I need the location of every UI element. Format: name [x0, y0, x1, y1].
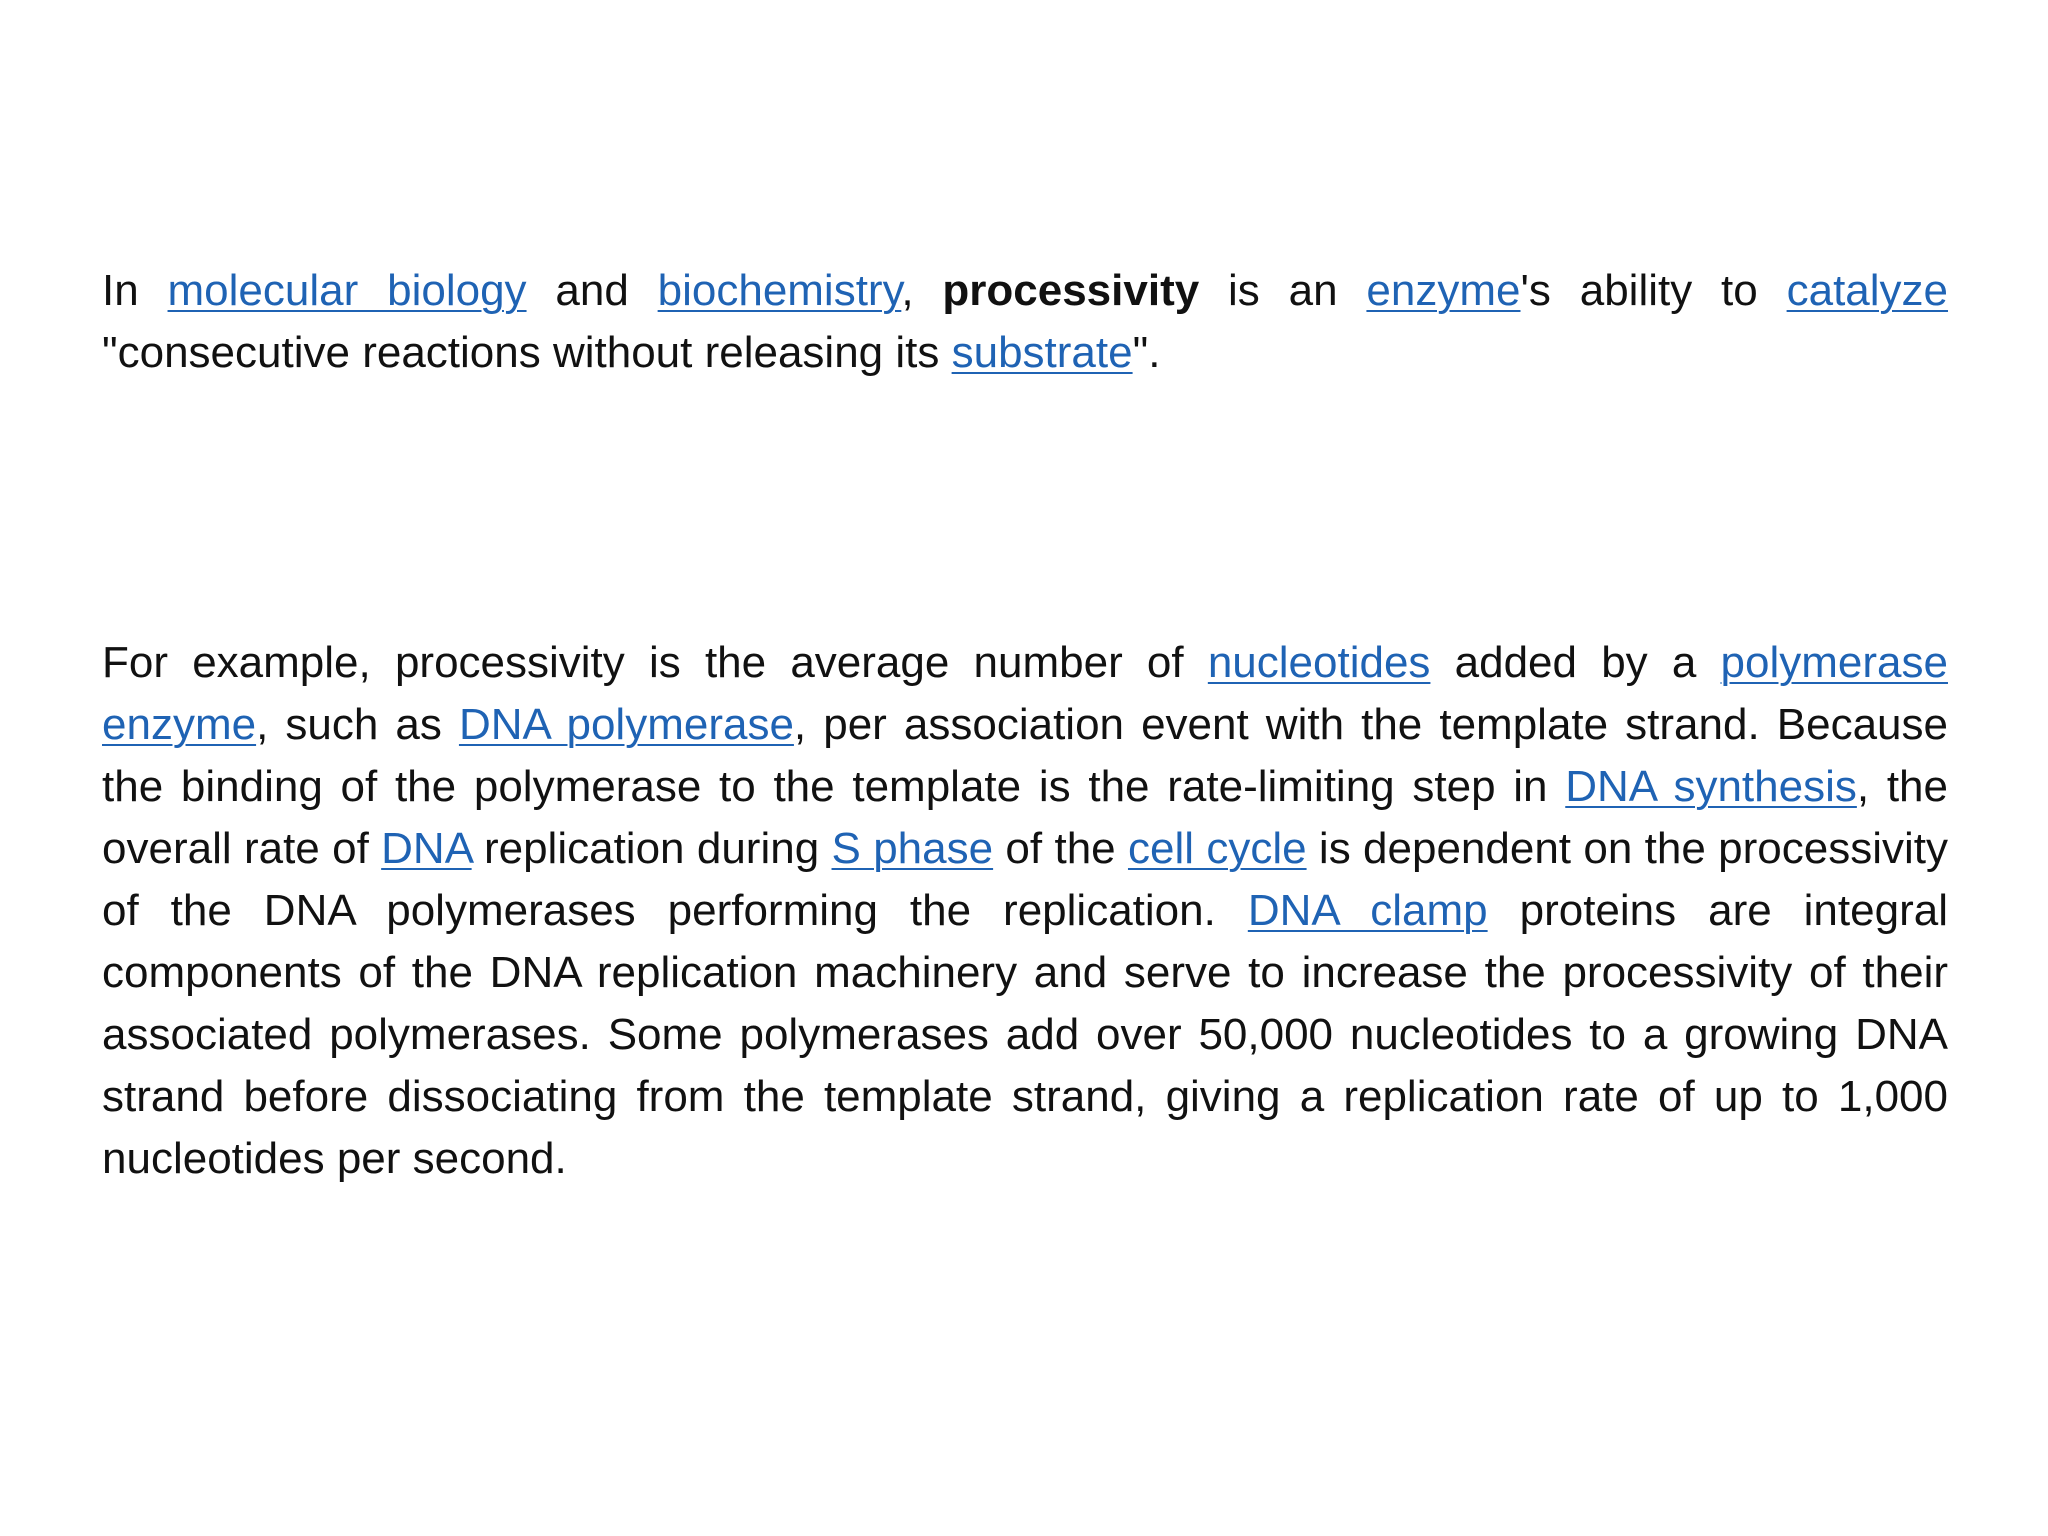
link-biochemistry[interactable]: biochemistry — [657, 266, 902, 315]
text-span: is an — [1199, 266, 1367, 315]
text-span: , such as — [256, 700, 459, 749]
link-enzyme-2[interactable]: enzyme — [102, 700, 257, 749]
link-s-phase[interactable]: S phase — [831, 824, 994, 873]
text-span: of the — [993, 824, 1128, 873]
link-catalyze[interactable]: catalyze — [1786, 266, 1949, 315]
link-enzyme[interactable]: enzyme — [1366, 266, 1521, 315]
link-substrate[interactable]: substrate — [951, 328, 1133, 377]
text-span: 's ability to — [1520, 266, 1787, 315]
text-span: replication during — [471, 824, 832, 873]
link-dna-clamp[interactable]: DNA clamp — [1247, 886, 1488, 935]
link-dna[interactable]: DNA — [381, 824, 472, 873]
link-dna-synthesis[interactable]: DNA synthesis — [1565, 762, 1857, 811]
link-molecular-biology[interactable]: molecular biology — [167, 266, 527, 315]
text-span: ". — [1132, 328, 1161, 377]
link-nucleotides[interactable]: nucleotides — [1207, 638, 1431, 687]
text-span: added by a — [1430, 638, 1721, 687]
text-span: In — [102, 266, 168, 315]
text-span: , per association event with the template strand. Because the binding of the polymerase to the template is the rate-limiting step in — [102, 700, 1948, 811]
link-dna-polymerase[interactable]: DNA polymerase — [458, 700, 794, 749]
bold-term-processivity: processivity — [942, 266, 1200, 315]
text-span: For example, processivity is the average number of — [102, 638, 1208, 687]
text-span: proteins are integral components of the DNA replication machinery and serve to increase the processivity of their associated polymerases. Some polymerases add over 50,000 nucleotides to a growing DNA strand before dissociating from the template strand, giving a replication rate of up to 1,000 nucleotides per second. — [102, 886, 1948, 1183]
text-span: "consecutive reactions without releasing its — [102, 328, 952, 377]
text-span: is dependent on the processivity of the DNA polymerases performing the replication. — [102, 824, 1948, 935]
link-cell-cycle[interactable]: cell cycle — [1127, 824, 1307, 873]
link-polymerase[interactable]: polymerase — [1720, 638, 1948, 687]
example-paragraph — [102, 632, 1948, 1190]
text-span: and — [526, 266, 658, 315]
text-span: , — [901, 266, 943, 315]
text-span: , the overall rate of — [102, 762, 1948, 873]
definition-paragraph — [102, 260, 1948, 384]
